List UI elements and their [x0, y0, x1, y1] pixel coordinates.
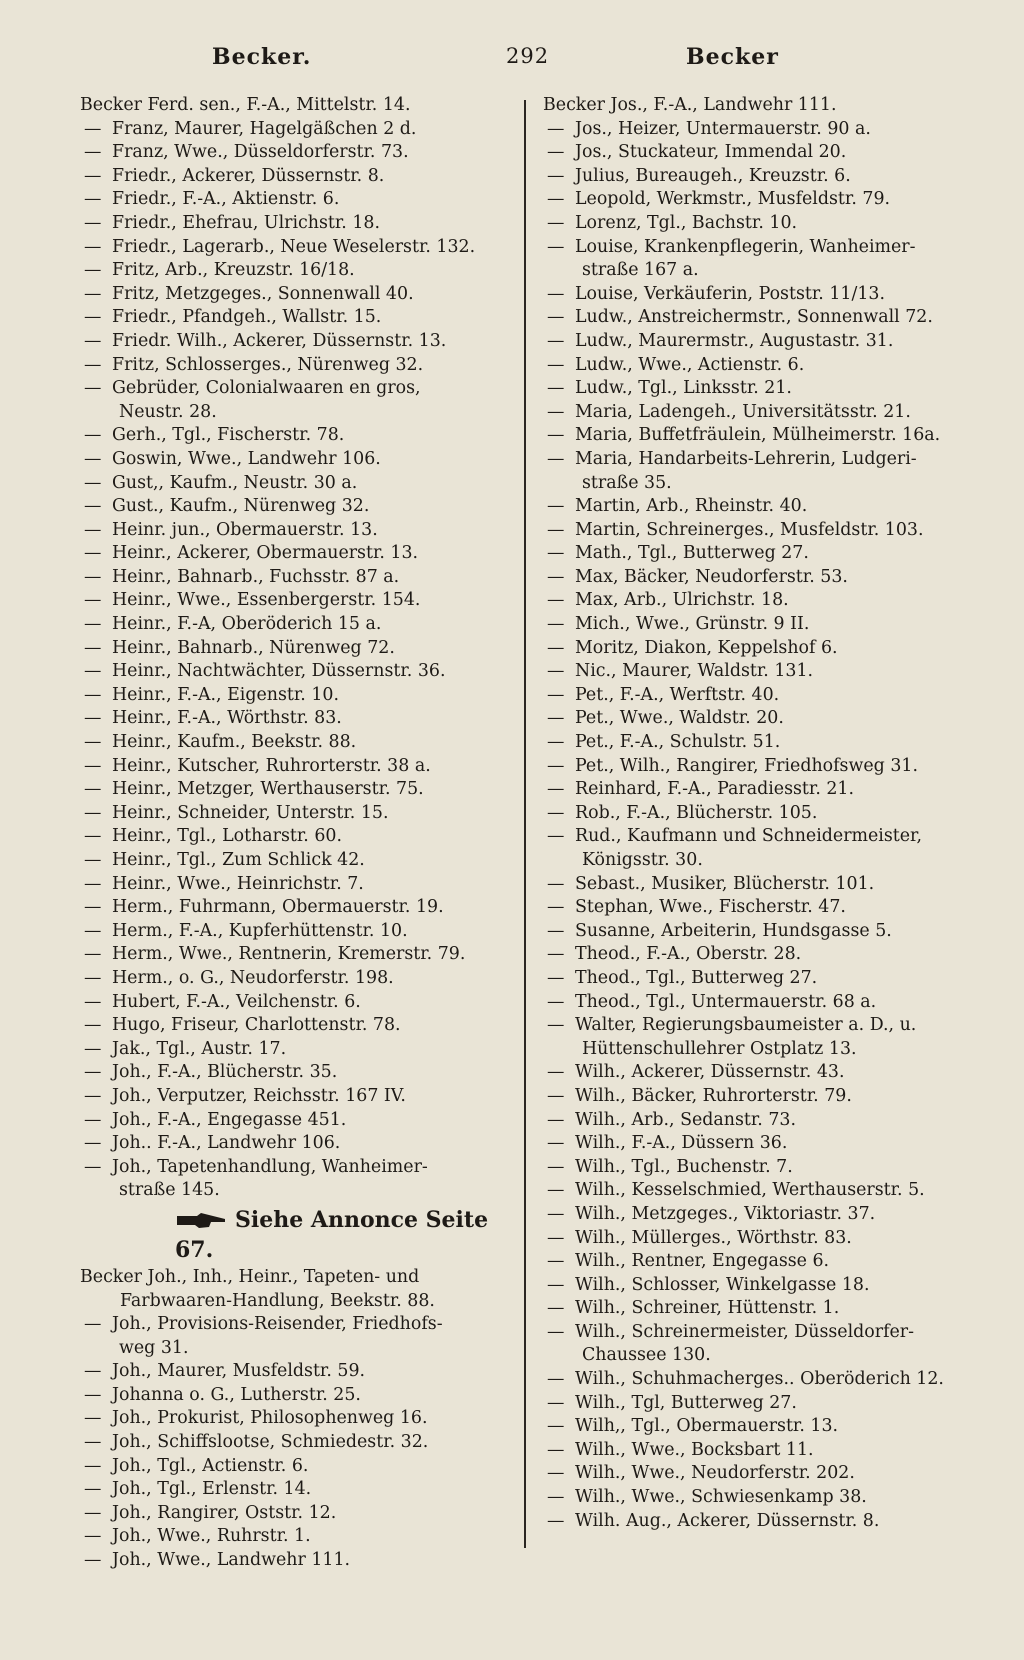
directory-entry: [80, 1014, 510, 1038]
entry-continuation: Königsstr. 30.: [582, 850, 703, 870]
entry-text: Joh., Prokurist, Philosophenweg 16.: [112, 1408, 428, 1429]
directory-entry: [80, 873, 510, 897]
directory-entry: [80, 1549, 510, 1573]
entry-text: Heinr., Wwe., Heinrichstr. 7.: [112, 873, 364, 894]
directory-entry: [543, 991, 983, 1015]
directory-entry: [80, 1407, 510, 1431]
entry-text: Franz, Maurer, Hagelgäßchen 2 d.: [112, 118, 417, 139]
entry-text: Theod., Tgl., Untermauerstr. 68 a.: [575, 991, 877, 1012]
pointing-hand-icon: [175, 1214, 227, 1228]
entry-text: Mich., Wwe., Grünstr. 9 II.: [575, 614, 810, 635]
directory-entry: [80, 1313, 510, 1360]
directory-entry: [80, 306, 510, 330]
entry-text: Friedr., Ehefrau, Ulrichstr. 18.: [112, 212, 380, 233]
entry-text: Pet., F.-A., Werftstr. 40.: [575, 684, 780, 705]
entry-text: Heinr., F.-A., Wörthstr. 83.: [112, 708, 342, 729]
directory-entry: [80, 283, 510, 307]
entry-text: Wilh., Kesselschmied, Werthauserstr. 5.: [575, 1180, 925, 1201]
directory-entry: [80, 495, 510, 519]
entry-text: Maria, Handarbeits-Lehrerin, Ludgeri-: [575, 448, 917, 469]
entry-text: Theod., F.-A., Oberstr. 28.: [575, 944, 802, 965]
directory-entry: [80, 566, 510, 590]
entry-text: Heinr., Tgl., Zum Schlick 42.: [112, 850, 365, 870]
directory-entry: [80, 330, 510, 354]
entry-text: Joh., Verputzer, Reichsstr. 167 IV.: [112, 1085, 406, 1106]
entry-text: Jos., Heizer, Untermauerstr. 90 a.: [575, 118, 871, 139]
directory-entry: [543, 920, 983, 944]
column-divider: [524, 100, 526, 1548]
directory-entry: [80, 1431, 510, 1455]
entry-text: Becker Joh., Inh., Heinr., Tapeten- und: [80, 1266, 420, 1287]
entry-text: Heinr., Kaufm., Beekstr. 88.: [112, 732, 357, 753]
entry-text: Joh., Wwe., Landwehr 111.: [112, 1550, 351, 1571]
directory-entry: [80, 731, 510, 755]
directory-entry: [80, 707, 510, 731]
entry-text: Joh., Tgl., Erlenstr. 14.: [112, 1479, 312, 1500]
directory-entry: [80, 118, 510, 142]
directory-entry: [543, 495, 983, 519]
directory-entry: [80, 1085, 510, 1109]
directory-entry: [543, 1392, 983, 1416]
directory-entry: [543, 94, 983, 118]
directory-entry: [543, 589, 983, 613]
entry-text: Math., Tgl., Butterweg 27.: [575, 543, 809, 564]
entry-text: Wilh., Ackerer, Düssernstr. 43.: [575, 1062, 845, 1083]
directory-entry: [543, 778, 983, 802]
directory-entry: [80, 165, 510, 189]
directory-entry: [80, 943, 510, 967]
directory-entry: [543, 188, 983, 212]
directory-entry: [543, 1109, 983, 1133]
left-column: [80, 94, 510, 1573]
entry-text: Rob., F.-A., Blücherstr. 105.: [575, 802, 818, 823]
entry-text: Fritz, Schlosserges., Nürenweg 32.: [112, 354, 424, 375]
right-column: [543, 94, 983, 1533]
entry-text: Louise, Verkäuferin, Poststr. 11/13.: [575, 283, 885, 304]
directory-entry: [80, 1525, 510, 1549]
entry-text: Wilh., Rentner, Engegasse 6.: [575, 1251, 830, 1272]
entry-text: Stephan, Wwe., Fischerstr. 47.: [575, 897, 846, 918]
entry-text: Joh., Wwe., Ruhrstr. 1.: [112, 1526, 311, 1547]
entry-text: Julius, Bureaugeh., Kreuzstr. 6.: [575, 165, 851, 186]
directory-entry: [543, 401, 983, 425]
directory-entry: [80, 991, 510, 1015]
directory-entry: [543, 613, 983, 637]
entry-text: Ludw., Anstreichermstr., Sonnenwall 72.: [575, 307, 933, 328]
directory-entry: [543, 1321, 983, 1368]
entry-text: Heinr., Wwe., Essenbergerstr. 154.: [112, 590, 421, 611]
directory-entry: [80, 825, 510, 849]
directory-entry: [80, 1132, 510, 1156]
entry-text: Franz, Wwe., Düsseldorferstr. 73.: [112, 142, 409, 163]
directory-entry: [80, 94, 510, 118]
directory-entry: [543, 1179, 983, 1203]
entry-text: Heinr., Ackerer, Obermauerstr. 13.: [112, 543, 419, 564]
entry-text: Walter, Regierungsbaumeister a. D., u.: [575, 1015, 917, 1036]
entry-text: Max, Arb., Ulrichstr. 18.: [575, 590, 789, 611]
entry-text: Hubert, F.-A., Veilchenstr. 6.: [112, 991, 361, 1012]
entry-text: Herm., Wwe., Rentnerin, Kremerstr. 79.: [112, 944, 466, 965]
directory-entry: [80, 519, 510, 543]
directory-entry: [543, 165, 983, 189]
entry-text: Jos., Stuckateur, Immendal 20.: [575, 142, 847, 163]
directory-entry: [543, 707, 983, 731]
directory-entry: [80, 967, 510, 991]
directory-entry: [543, 1014, 983, 1061]
entry-text: Heinr., Schneider, Unterstr. 15.: [112, 802, 389, 823]
entry-text: Joh., Maurer, Musfeldstr. 59.: [112, 1361, 366, 1382]
entry-text: Joh., Tgl., Actienstr. 6.: [112, 1455, 309, 1476]
entry-text: Wilh., Tgl., Buchenstr. 7.: [575, 1156, 793, 1177]
entry-text: Susanne, Arbeiterin, Hundsgasse 5.: [575, 920, 892, 941]
directory-entry: [543, 306, 983, 330]
directory-entry: [80, 637, 510, 661]
directory-entry: [80, 236, 510, 260]
entry-text: Joh.. F.-A., Landwehr 106.: [112, 1133, 341, 1154]
directory-entry: [80, 589, 510, 613]
directory-entry: [543, 330, 983, 354]
entry-text: Wilh., Bäcker, Ruhrorterstr. 79.: [575, 1085, 852, 1106]
entry-continuation: weg 31.: [119, 1337, 189, 1358]
directory-entry: [80, 660, 510, 684]
directory-entry: [543, 731, 983, 755]
directory-entry: [80, 424, 510, 448]
directory-entry: [80, 849, 510, 873]
entry-text: Leopold, Werkmstr., Musfeldstr. 79.: [575, 189, 891, 210]
entry-text: Johanna o. G., Lutherstr. 25.: [112, 1384, 361, 1405]
directory-entry: [80, 212, 510, 236]
directory-entry: [543, 236, 983, 283]
directory-entry: [543, 1250, 983, 1274]
directory-entry: [80, 1384, 510, 1408]
directory-entry: [543, 660, 983, 684]
entry-text: Herm., F.-A., Kupferhüttenstr. 10.: [112, 920, 408, 941]
entry-text: Heinr., Nachtwächter, Düssernstr. 36.: [112, 661, 446, 682]
entry-text: Gust., Kaufm., Nürenweg 32.: [112, 496, 370, 517]
directory-entry: [543, 566, 983, 590]
entry-text: Moritz, Diakon, Keppelshof 6.: [575, 637, 838, 658]
directory-entry: [543, 1203, 983, 1227]
entry-text: Friedr., Lagerarb., Neue Weselerstr. 132.: [112, 236, 476, 257]
entry-text: Becker Jos., F.-A., Landwehr 111.: [543, 95, 837, 115]
directory-entry: [543, 283, 983, 307]
entry-text: Joh., F.-A., Engegasse 451.: [112, 1109, 347, 1130]
directory-entry: [80, 1038, 510, 1062]
directory-entry: [80, 1502, 510, 1526]
directory-entry: [543, 1085, 983, 1109]
entry-text: Wilh., Wwe., Neudorferstr. 202.: [575, 1463, 855, 1484]
directory-entry: [543, 684, 983, 708]
directory-entry: [80, 755, 510, 779]
directory-entry: [80, 188, 510, 212]
entry-text: Heinr., F.-A, Oberöderich 15 a.: [112, 614, 382, 635]
directory-entry: [543, 1156, 983, 1180]
entry-text: Wilh., Schreiner, Hüttenstr. 1.: [575, 1298, 840, 1319]
directory-entry: [80, 1455, 510, 1479]
entry-text: Joh., Schiffslootse, Schmiedestr. 32.: [112, 1432, 429, 1453]
entry-text: Gerh., Tgl., Fischerstr. 78.: [112, 425, 345, 446]
entry-text: Heinr., Bahnarb., Fuchsstr. 87 a.: [112, 566, 400, 587]
entry-text: Friedr. Wilh., Ackerer, Düssernstr. 13.: [112, 330, 447, 351]
page-number: 292: [506, 44, 550, 68]
directory-entry: [543, 967, 983, 991]
directory-entry: [543, 802, 983, 826]
directory-entry: [543, 448, 983, 495]
entry-text: Pet., Wwe., Waldstr. 20.: [575, 708, 784, 729]
advertisement-notice: [80, 1205, 510, 1265]
entry-text: Fritz, Arb., Kreuzstr. 16/18.: [112, 260, 355, 281]
directory-entry: [543, 212, 983, 236]
directory-entry: [80, 1266, 510, 1313]
directory-entry: [543, 755, 983, 779]
entry-continuation: Farbwaaren-Handlung, Beekstr. 88.: [120, 1290, 435, 1311]
directory-entry: [543, 1061, 983, 1085]
directory-entry: [80, 896, 510, 920]
directory-entry: [80, 377, 510, 424]
directory-entry: [543, 1132, 983, 1156]
entry-text: Ludw., Wwe., Actienstr. 6.: [575, 354, 805, 375]
entry-text: Sebast., Musiker, Blücherstr. 101.: [575, 873, 875, 894]
entry-continuation: Neustr. 28.: [119, 401, 217, 422]
directory-entry: [543, 1486, 983, 1510]
entry-text: Wilh., Arb., Sedanstr. 73.: [575, 1109, 796, 1130]
entry-text: Theod., Tgl., Butterweg 27.: [575, 967, 818, 988]
directory-entry: [80, 1360, 510, 1384]
directory-entry: [80, 1478, 510, 1502]
entry-text: Lorenz, Tgl., Bachstr. 10.: [575, 212, 798, 233]
entry-text: Wilh,, Tgl., Obermauerstr. 13.: [575, 1416, 839, 1437]
directory-entry: [543, 1462, 983, 1486]
directory-entry: [543, 424, 983, 448]
directory-entry: [543, 896, 983, 920]
entry-text: Wilh., Metzgeges., Viktoriastr. 37.: [575, 1203, 876, 1224]
directory-entry: [543, 141, 983, 165]
entry-text: Herm., o. G., Neudorferstr. 198.: [112, 967, 394, 988]
directory-entry: [80, 259, 510, 283]
entry-text: Heinr., Tgl., Lotharstr. 60.: [112, 826, 342, 847]
running-head-right: Becker: [686, 44, 779, 70]
directory-entry: [80, 141, 510, 165]
directory-entry: [80, 354, 510, 378]
entry-text: Reinhard, F.-A., Paradiesstr. 21.: [575, 779, 855, 800]
directory-entry: [80, 1061, 510, 1085]
entry-text: Wilh., Wwe., Schwiesenkamp 38.: [575, 1487, 867, 1508]
directory-entry: [543, 1439, 983, 1463]
directory-entry: [543, 118, 983, 142]
directory-entry: [80, 778, 510, 802]
entry-text: Wilh., Tgl, Butterweg 27.: [575, 1392, 797, 1413]
entry-text: Max, Bäcker, Neudorferstr. 53.: [575, 566, 848, 587]
entry-text: Wilh., Schuhmacherges.. Oberöderich 12.: [575, 1369, 944, 1390]
directory-entry: [543, 637, 983, 661]
entry-text: Ludw., Tgl., Linksstr. 21.: [575, 378, 792, 399]
entry-text: Maria, Ladengeh., Universitätsstr. 21.: [575, 401, 911, 422]
entry-continuation: straße 167 a.: [582, 260, 699, 281]
entry-continuation: straße 35.: [582, 472, 672, 493]
entry-continuation: Hüttenschullehrer Ostplatz 13.: [582, 1038, 857, 1059]
entry-text: Wilh., Schlosser, Winkelgasse 18.: [575, 1274, 870, 1295]
directory-entry: [80, 613, 510, 637]
entry-text: Wilh., Wwe., Bocksbart 11.: [575, 1439, 814, 1460]
directory-entry: [543, 1274, 983, 1298]
entry-text: Heinr., Kutscher, Ruhrorterstr. 38 a.: [112, 755, 431, 776]
entry-text: Friedr., Ackerer, Düssernstr. 8.: [112, 165, 385, 186]
entry-text: Friedr., Pfandgeh., Wallstr. 15.: [112, 307, 382, 328]
directory-entry: [543, 542, 983, 566]
entry-text: Wilh., Müllerges., Wörthstr. 83.: [575, 1227, 852, 1248]
entry-text: Ludw., Maurermstr., Augustastr. 31.: [575, 330, 894, 351]
directory-entry: [543, 943, 983, 967]
running-head-left: Becker.: [212, 44, 312, 70]
directory-entry: [80, 1109, 510, 1133]
entry-text: Wilh., Schreinermeister, Düsseldorfer-: [575, 1321, 914, 1342]
entry-text: Nic., Maurer, Waldstr. 131.: [575, 661, 814, 682]
entry-text: Rud., Kaufmann und Schneidermeister,: [575, 826, 922, 847]
entry-text: Joh., Rangirer, Oststr. 12.: [112, 1502, 337, 1523]
entry-text: Wilh., F.-A., Düssern 36.: [575, 1133, 788, 1154]
directory-entry: [80, 1156, 510, 1203]
notice-text: Siehe Annonce Seite 67.: [175, 1206, 489, 1263]
entry-text: Pet., F.-A., Schulstr. 51.: [575, 732, 781, 753]
entry-text: Becker Ferd. sen., F.-A., Mittelstr. 14.: [80, 95, 411, 115]
entry-text: Pet., Wilh., Rangirer, Friedhofsweg 31.: [575, 755, 918, 776]
entry-text: Hugo, Friseur, Charlottenstr. 78.: [112, 1015, 401, 1036]
entry-text: Joh., Provisions-Reisender, Friedhofs-: [112, 1314, 443, 1335]
entry-text: Jak., Tgl., Austr. 17.: [112, 1038, 287, 1059]
entry-text: Maria, Buffetfräulein, Mülheimerstr. 16a.: [575, 425, 941, 446]
directory-entry: [543, 377, 983, 401]
entry-text: Louise, Krankenpflegerin, Wanheimer-: [575, 236, 916, 257]
directory-entry: [543, 354, 983, 378]
entry-continuation: straße 145.: [119, 1180, 220, 1201]
entry-continuation: Chaussee 130.: [582, 1345, 711, 1366]
entry-text: Wilh. Aug., Ackerer, Düssernstr. 8.: [575, 1510, 880, 1531]
entry-text: Heinr., F.-A., Eigenstr. 10.: [112, 684, 340, 705]
entry-text: Heinr., Bahnarb., Nürenweg 72.: [112, 637, 395, 658]
entry-text: Joh., F.-A., Blücherstr. 35.: [112, 1062, 338, 1083]
directory-entry: [543, 1227, 983, 1251]
entry-text: Herm., Fuhrmann, Obermauerstr. 19.: [112, 897, 444, 918]
entry-text: Martin, Arb., Rheinstr. 40.: [575, 496, 808, 517]
entry-text: Fritz, Metzgeges., Sonnenwall 40.: [112, 283, 414, 304]
entry-text: Heinr. jun., Obermauerstr. 13.: [112, 519, 378, 540]
entry-text: Joh., Tapetenhandlung, Wanheimer-: [112, 1156, 428, 1177]
entry-text: Heinr., Metzger, Werthauserstr. 75.: [112, 779, 424, 800]
entry-text: Friedr., F.-A., Aktienstr. 6.: [112, 189, 340, 210]
directory-entry: [80, 472, 510, 496]
directory-entry: [80, 802, 510, 826]
directory-entry: [80, 448, 510, 472]
directory-entry: [543, 1415, 983, 1439]
directory-entry: [543, 519, 983, 543]
directory-entry: [80, 684, 510, 708]
directory-entry: [543, 1297, 983, 1321]
entry-text: Martin, Schreinerges., Musfeldstr. 103.: [575, 519, 924, 540]
entry-text: Goswin, Wwe., Landwehr 106.: [112, 448, 381, 469]
directory-entry: [80, 542, 510, 566]
directory-entry: [543, 873, 983, 897]
directory-entry: [543, 825, 983, 872]
entry-text: Gust,, Kaufm., Neustr. 30 a.: [112, 472, 358, 493]
directory-entry: [80, 920, 510, 944]
entry-text: Gebrüder, Colonialwaaren en gros,: [112, 378, 421, 399]
directory-entry: [543, 1510, 983, 1534]
directory-entry: [543, 1368, 983, 1392]
